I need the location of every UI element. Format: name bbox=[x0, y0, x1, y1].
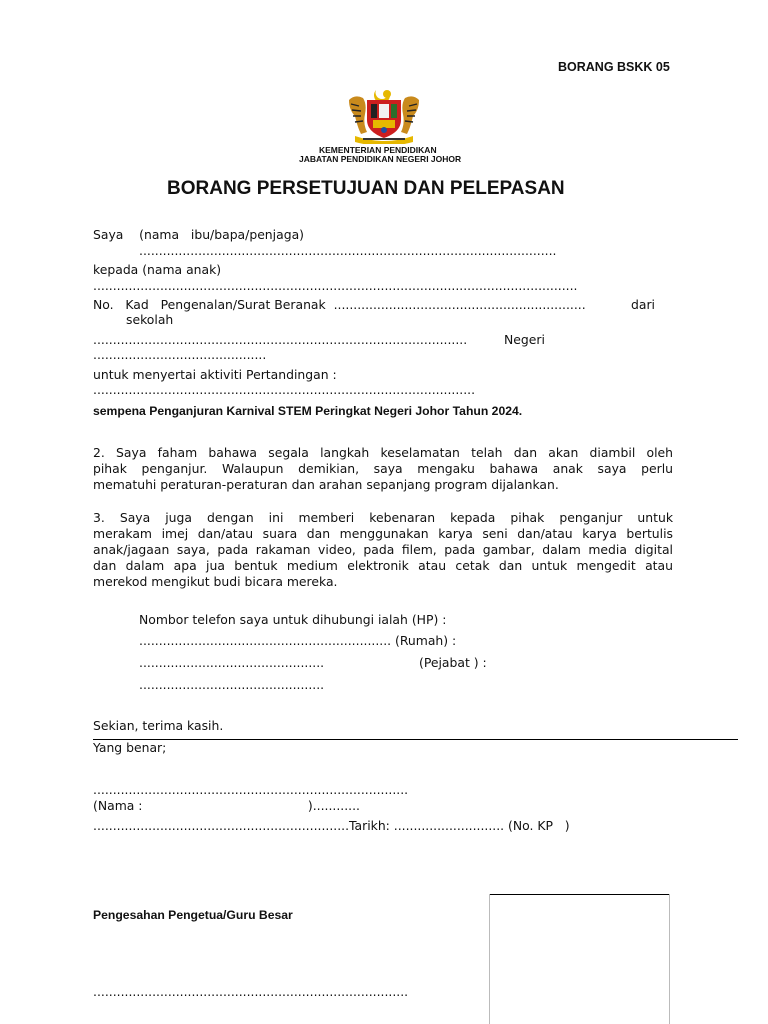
para3-line3: anak/jagaan saya, pada rakaman video, pada filem, pada gambar, dalam media digital bbox=[93, 542, 673, 557]
signature-field[interactable]: ................................................................................ bbox=[93, 782, 409, 797]
phone-office-dots[interactable]: ............................................... bbox=[139, 655, 325, 670]
state-label: Negeri bbox=[504, 332, 545, 347]
para3-line4: dan dalam apa jua bentuk medium elektronik atau cetak dan untuk mengedit atau bbox=[93, 558, 673, 573]
para2-line3: mematuhi peraturan-peraturan dan arahan sepanjang program dijalankan. bbox=[93, 477, 559, 492]
closing-yours: Yang benar; bbox=[93, 740, 167, 755]
child-name-label: kepada (nama anak) bbox=[93, 262, 222, 277]
para2-line1: 2. Saya faham bahawa segala langkah keselamatan telah dan akan diambil oleh bbox=[93, 445, 673, 460]
parent-name-label: Saya (nama ibu/bapa/penjaga) bbox=[93, 227, 304, 242]
stamp-box-top bbox=[489, 894, 670, 895]
phone-home-field[interactable]: ................................................................ (Rumah) : bbox=[139, 633, 457, 648]
date-kp-field[interactable]: .................................................................Tarikh: ............................ (No. KP ) bbox=[93, 818, 570, 833]
form-code: BORANG BSKK 05 bbox=[558, 60, 670, 74]
endorsement-signature-field[interactable]: ................................................................................ bbox=[93, 984, 409, 999]
coat-of-arms-logo bbox=[343, 86, 425, 144]
para3-line2: merakam imej dan/atau suara dan menggunakan karya seni dan/atau karya bertulis bbox=[93, 526, 673, 541]
phone-office-label: (Pejabat ) : bbox=[419, 655, 487, 670]
parent-name-field[interactable]: .......................................................................................................... bbox=[139, 243, 557, 258]
para3-line1: 3. Saya juga dengan ini memberi kebenaran kepada pihak penganjur untuk bbox=[93, 510, 673, 525]
child-name-field[interactable]: ........................................................................................................................... bbox=[93, 278, 578, 293]
phone-intro: Nombor telefon saya untuk dihubungi ialah (HP) : bbox=[139, 612, 447, 627]
endorsement-title: Pengesahan Pengetua/Guru Besar bbox=[93, 908, 293, 922]
para3-line5: merekod mengikut budi bicara mereka. bbox=[93, 574, 338, 589]
stamp-box-right bbox=[669, 894, 670, 1024]
event-statement: sempena Penganjuran Karnival STEM Peringkat Negeri Johor Tahun 2024. bbox=[93, 404, 523, 418]
phone-office-field[interactable]: ............................................... bbox=[139, 677, 325, 692]
divider-line bbox=[93, 739, 738, 740]
from-label: dari bbox=[631, 297, 655, 312]
department-name: JABATAN PENDIDIKAN NEGERI JOHOR bbox=[299, 154, 462, 164]
page-title: BORANG PERSETUJUAN DAN PELEPASAN bbox=[167, 178, 565, 199]
competition-label: untuk menyertai aktiviti Pertandingan : bbox=[93, 367, 337, 382]
name-field[interactable]: (Nama : )............ bbox=[93, 798, 360, 813]
state-field[interactable]: ............................................ bbox=[93, 347, 267, 362]
stamp-box-left bbox=[489, 894, 490, 1024]
school-label: sekolah bbox=[126, 312, 174, 327]
closing-thanks: Sekian, terima kasih. bbox=[93, 718, 224, 733]
para2-line2: pihak penganjur. Walaupun demikian, saya mengaku bahawa anak saya perlu bbox=[93, 461, 673, 476]
school-field[interactable]: ............................................................................................... bbox=[93, 332, 468, 347]
id-number-field[interactable]: No. Kad Pengenalan/Surat Beranak ................................................................ bbox=[93, 297, 586, 312]
ministry-name: KEMENTERIAN PENDIDIKAN bbox=[319, 145, 437, 155]
competition-field[interactable]: ................................................................................................. bbox=[93, 382, 476, 397]
